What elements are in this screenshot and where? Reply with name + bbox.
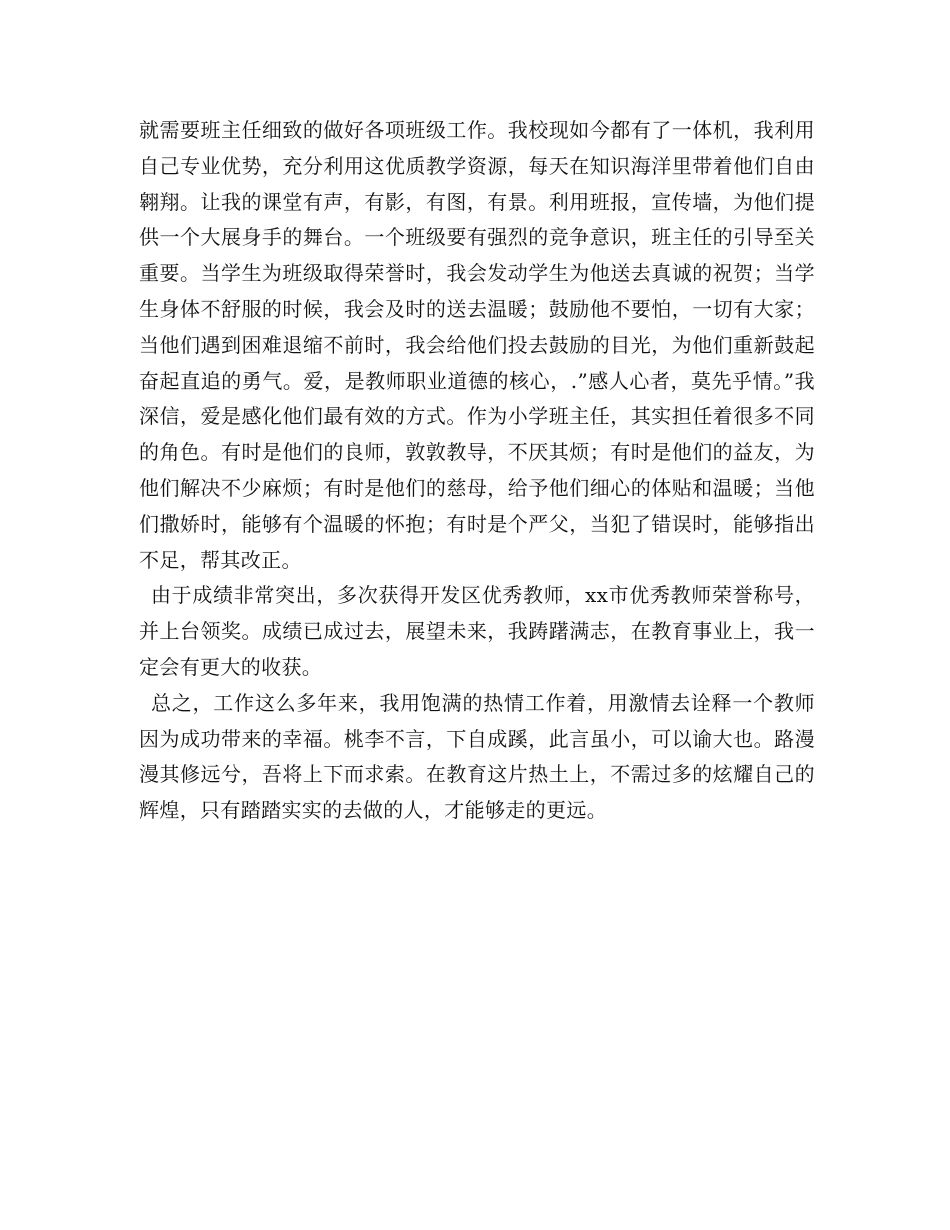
paragraph-3: 总之，工作这么多年来，我用饱满的热情工作着，用激情去诠释一个教师因为成功带来的幸福。桃李不言，下自成蹊，此言虽小，可以谕大也。路漫漫其修远兮，吾将上下而求索。在教育这片热土上，不需过多的炫耀自己的辉煌，只有踏踏实实的去做的人，才能够走的更远。 bbox=[139, 690, 815, 823]
document-body bbox=[139, 113, 815, 829]
paragraph-2: 由于成绩非常突出，多次获得开发区优秀教师，xx市优秀教师荣誉称号，并上台领奖。成绩已成过去，展望未来，我踌躇满志，在教育事业上，我一定会有更大的收获。 bbox=[139, 583, 815, 679]
paragraph-1: 就需要班主任细致的做好各项班级工作。我校现如今都有了一体机，我利用自己专业优势，充分利用这优质教学资源，每天在知识海洋里带着他们自由翱翔。让我的课堂有声，有影，有图，有景。利用班报，宣传墙，为他们提供一个大展身手的舞台。一个班级要有强烈的竞争意识，班主任的引导至关重要。当学生为班级取得荣誉时，我会发动学生为他送去真诚的祝贺；当学生身体不舒服的时候，我会及时的送去温暖；鼓励他不要怕，一切有大家；当他们遇到困难退缩不前时，我会给他们投去鼓励的目光，为他们重新鼓起奋起直追的勇气。爱，是教师职业道德的核心，.”感人心者，莫先乎情。”我深信，爱是感化他们最有效的方式。作为小学班主任，其实担任着很多不同的角色。有时是他们的良师，敦敦教导，不厌其烦；有时是他们的益友，为他们解决不少麻烦；有时是他们的慈母，给予他们细心的体贴和温暖；当他们撒娇时，能够有个温暖的怀抱；有时是个严父，当犯了错误时，能够指出不足，帮其改正。 bbox=[139, 118, 815, 572]
